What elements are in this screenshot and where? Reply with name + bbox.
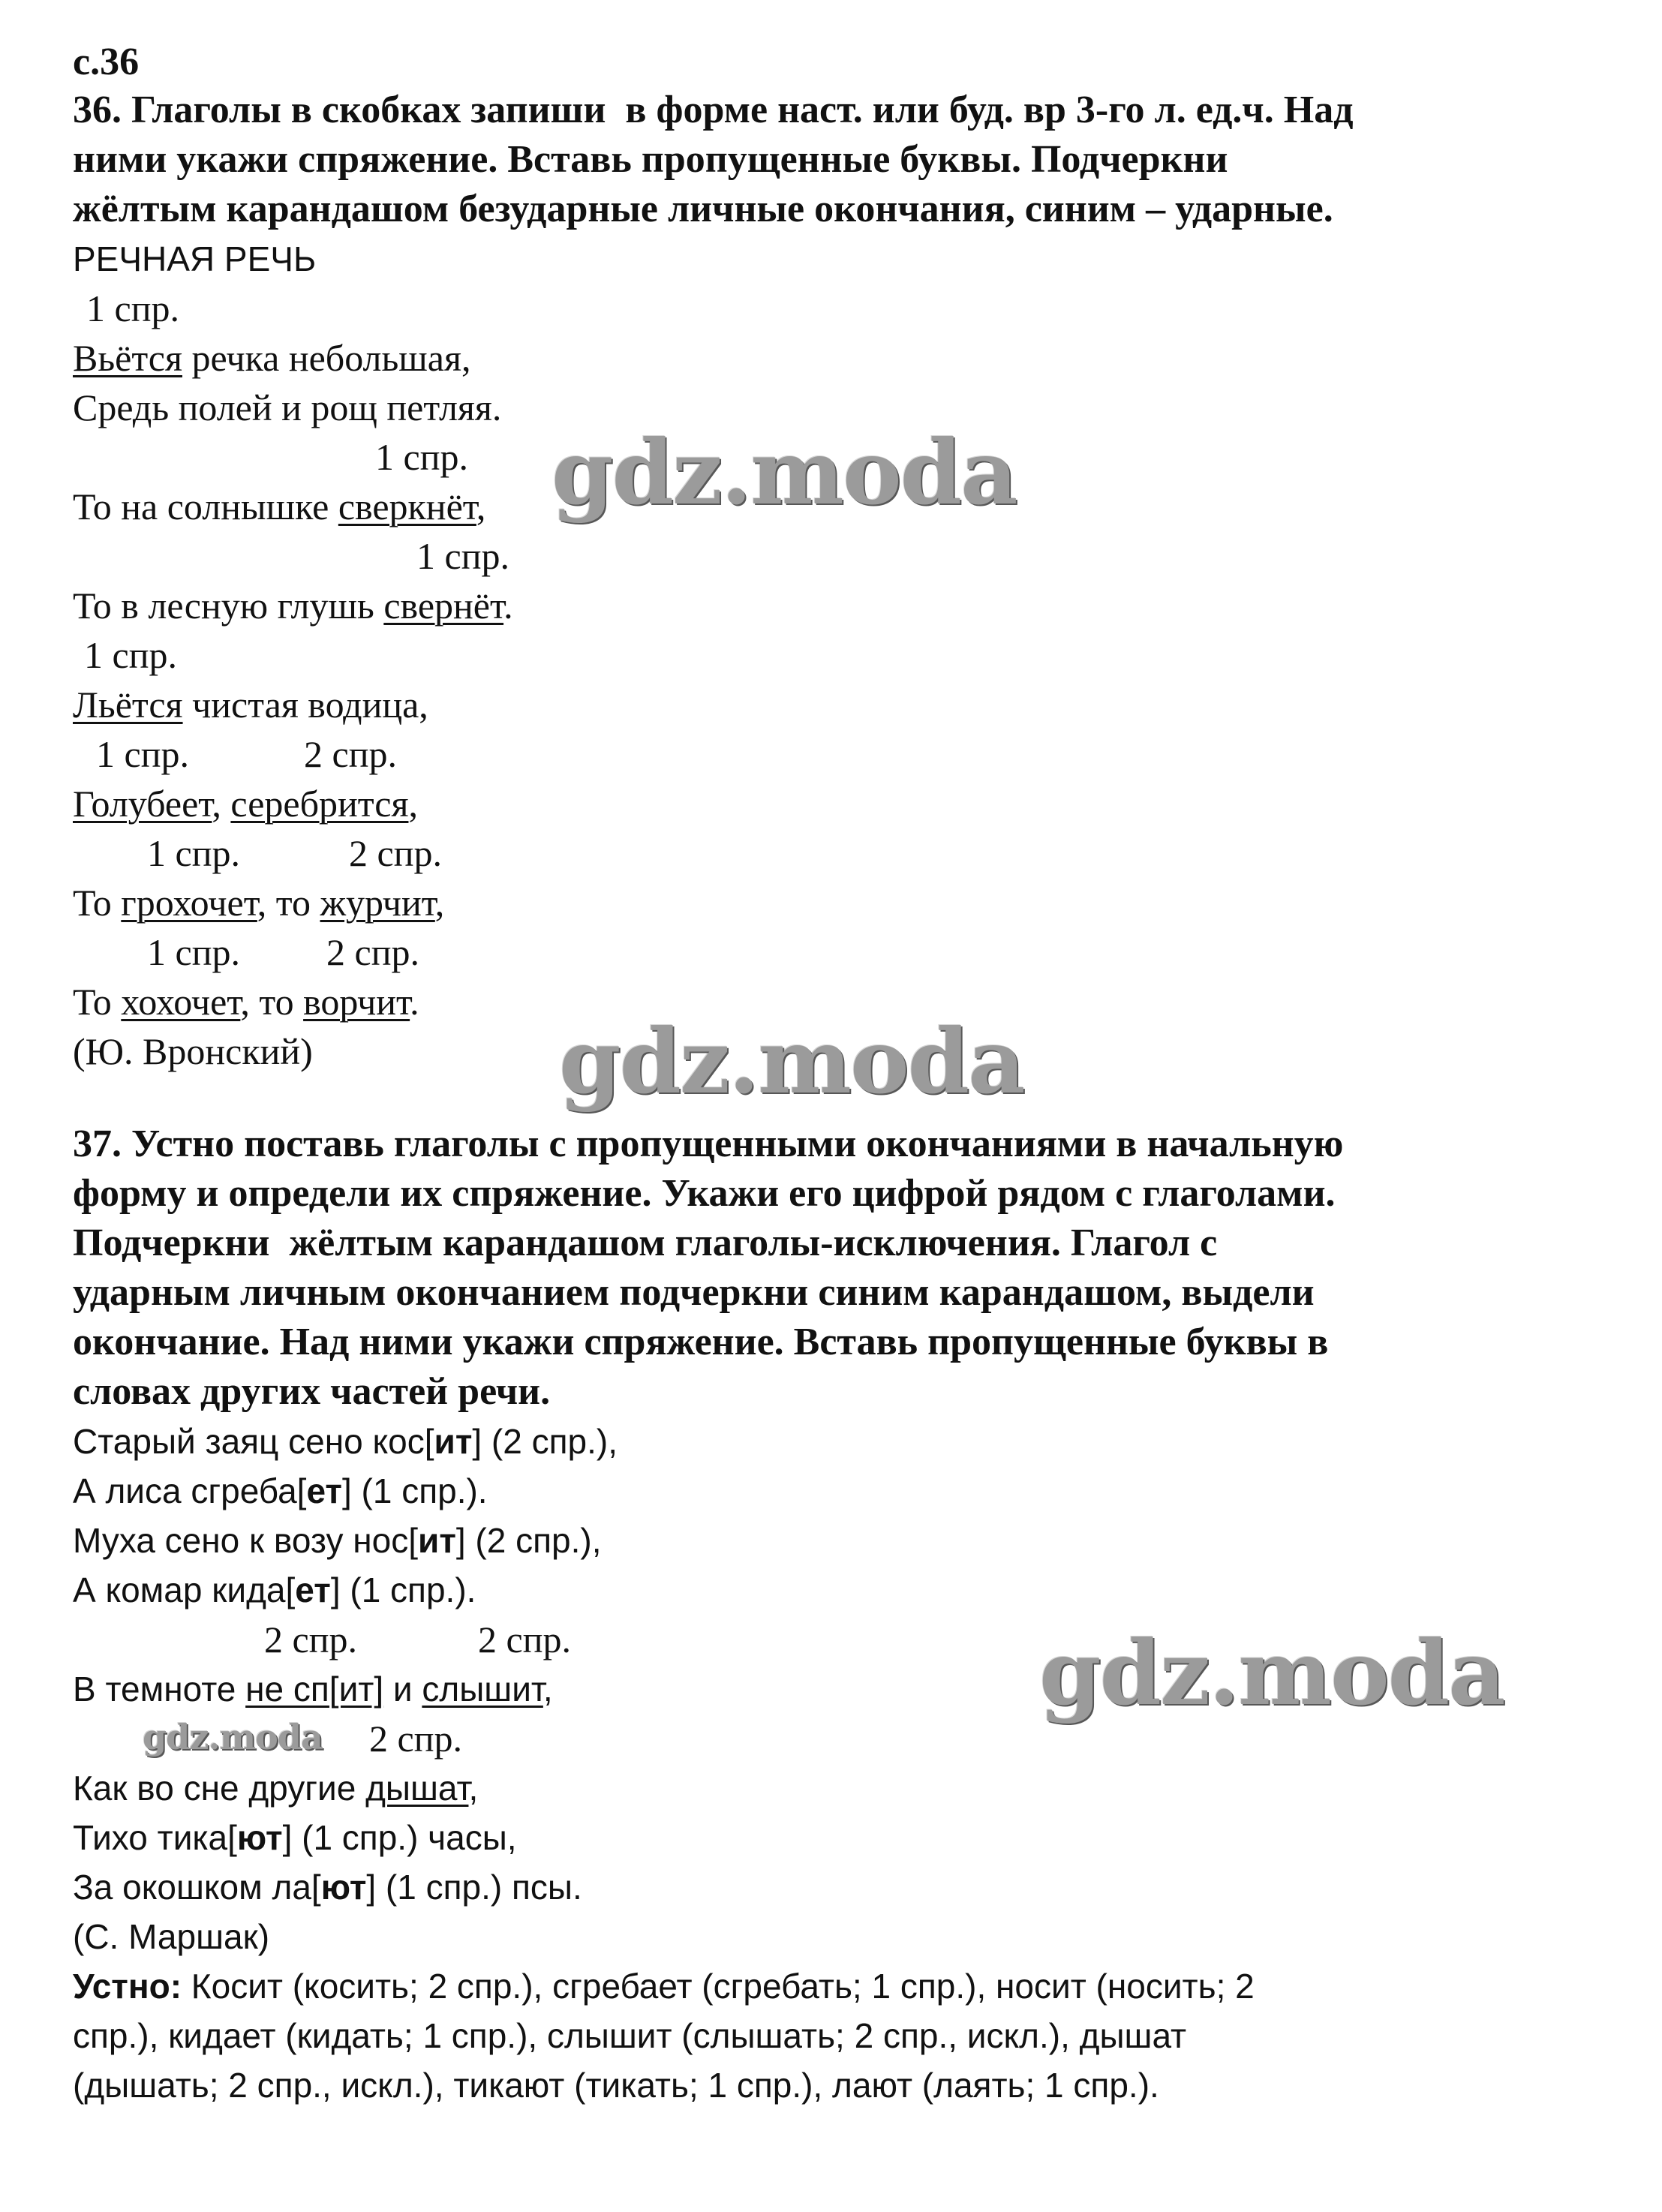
underlined-verb: Голубеет bbox=[73, 783, 212, 825]
poem-line bbox=[73, 878, 444, 927]
underlined-verb: сверкнёт bbox=[338, 485, 476, 527]
conjugation-note: 2 спр. bbox=[264, 1618, 357, 1661]
poem-author: (Ю. Вронский) bbox=[73, 1030, 313, 1072]
text: Как во сне другие bbox=[73, 1769, 366, 1808]
text: , то bbox=[257, 882, 320, 924]
conjugation-note: 1 спр. bbox=[147, 832, 240, 874]
watermark: gdz.moda bbox=[551, 420, 1017, 524]
text: ] (1 спр.) часы, bbox=[282, 1818, 517, 1857]
task36-heading-line-3: жёлтым карандашом безударные личные окончания, синим – ударные. bbox=[73, 188, 1333, 230]
task36-heading-line-1: 36. Глаголы в скобках запиши в форме наст. или буд. вр 3-го л. ед.ч. Над bbox=[73, 89, 1354, 131]
text: ] (2 спр.), bbox=[472, 1422, 618, 1461]
underlined-verb: серебрится bbox=[230, 783, 409, 825]
text: А лиса сгреба[ bbox=[73, 1471, 307, 1510]
poem-line bbox=[73, 680, 428, 729]
text: То bbox=[73, 882, 122, 924]
watermark: gdz.moda bbox=[143, 1717, 323, 1757]
text: То в лесную глушь bbox=[73, 585, 384, 627]
ending: ит bbox=[434, 1422, 473, 1461]
ending: ют bbox=[320, 1868, 367, 1907]
underlined-verb: свернёт bbox=[383, 585, 504, 627]
poem-line bbox=[73, 977, 419, 1026]
text: ] (1 спр.) псы. bbox=[366, 1868, 582, 1907]
poem-line bbox=[73, 1664, 553, 1714]
underlined-verb: Льётся bbox=[73, 684, 183, 726]
underlined-verb: Вьётся bbox=[73, 337, 182, 379]
conjugation-note: 1 спр. bbox=[84, 634, 177, 676]
conjugation-note: 1 спр. bbox=[147, 931, 240, 973]
text: . bbox=[503, 585, 513, 627]
task37-heading-line-6: словах других частей речи. bbox=[73, 1370, 551, 1413]
text: чистая водица, bbox=[182, 684, 428, 726]
watermark: gdz.moda bbox=[1039, 1621, 1504, 1725]
text: . bbox=[410, 981, 419, 1023]
oral-label: Устно: bbox=[73, 1967, 182, 2006]
text: А комар кида[ bbox=[73, 1570, 296, 1609]
oral-answer-line-2: спр.), кидает (кидать; 1 спр.), слышит (слышать; 2 спр., искл.), дышат bbox=[73, 2016, 1187, 2055]
text: Муха сено к возу нос[ bbox=[73, 1521, 419, 1560]
text: Косит (косить; 2 спр.), сгребает (сгребать; 1 спр.), носит (носить; 2 bbox=[182, 1967, 1255, 2006]
ending: ют bbox=[236, 1818, 283, 1857]
text: За окошком ла[ bbox=[73, 1868, 321, 1907]
task37-heading-line-2: форму и определи их спряжение. Укажи его цифрой рядом с глаголами. bbox=[73, 1172, 1336, 1215]
ending: ет bbox=[295, 1570, 331, 1609]
text: , bbox=[434, 882, 445, 924]
oral-answer-line-1 bbox=[73, 1961, 1255, 2011]
conjugation-note: 1 спр. bbox=[375, 436, 468, 478]
underlined-verb: дышат bbox=[365, 1769, 469, 1808]
underlined-verb: слышит bbox=[422, 1670, 543, 1709]
poem-line bbox=[73, 1565, 476, 1615]
text: , то bbox=[240, 981, 304, 1023]
text: речка небольшая, bbox=[182, 337, 471, 379]
text: Тихо тика[ bbox=[73, 1818, 237, 1857]
text: То bbox=[73, 981, 122, 1023]
text: ] (1 спр.). bbox=[341, 1471, 488, 1510]
underlined-verb: ворчит bbox=[303, 981, 410, 1023]
poem-line bbox=[73, 482, 485, 531]
text: То на солнышке bbox=[73, 485, 338, 527]
underlined-verb: не сп[ит] bbox=[245, 1670, 384, 1709]
poem-line bbox=[73, 1763, 478, 1813]
underlined-verb: журчит bbox=[320, 882, 435, 924]
poem-line bbox=[73, 581, 513, 630]
oral-answer-line-3: (дышать; 2 спр., искл.), тикают (тикать; 1 спр.), лают (лаять; 1 спр.). bbox=[73, 2066, 1159, 2105]
conjugation-note: 2 спр. bbox=[369, 1718, 462, 1760]
conjugation-note: 1 спр. bbox=[86, 287, 179, 329]
conjugation-note: 2 спр. bbox=[478, 1618, 571, 1661]
poem-line bbox=[73, 333, 471, 383]
poem-line bbox=[73, 1862, 582, 1912]
conjugation-note: 1 спр. bbox=[96, 733, 189, 775]
text: , bbox=[468, 1769, 479, 1808]
conjugation-note: 2 спр. bbox=[349, 832, 442, 874]
task36-heading-line-2: ними укажи спряжение. Вставь пропущенные буквы. Подчеркни bbox=[73, 138, 1228, 181]
text: , bbox=[542, 1670, 553, 1709]
text: Старый заяц сено кос[ bbox=[73, 1422, 434, 1461]
poem-title: РЕЧНАЯ РЕЧЬ bbox=[73, 239, 317, 278]
text: , bbox=[476, 485, 486, 527]
text: , bbox=[408, 783, 418, 825]
ending: ет bbox=[306, 1471, 342, 1510]
ending: ит bbox=[418, 1521, 456, 1560]
text: ] (1 спр.). bbox=[330, 1570, 476, 1609]
task37-heading-line-5: окончание. Над ними укажи спряжение. Вставь пропущенные буквы в bbox=[73, 1321, 1329, 1363]
task37-heading-line-3: Подчеркни жёлтым карандашом глаголы-исключения. Глагол с bbox=[73, 1222, 1218, 1264]
conjugation-note: 2 спр. bbox=[304, 733, 397, 775]
poem-author: (С. Маршак) bbox=[73, 1917, 270, 1956]
watermark: gdz.moda bbox=[559, 1009, 1024, 1114]
conjugation-note: 2 спр. bbox=[326, 931, 419, 973]
poem-line bbox=[73, 779, 418, 828]
text: В темноте bbox=[73, 1670, 246, 1709]
text: , bbox=[212, 783, 231, 825]
task37-heading-line-1: 37. Устно поставь глаголы с пропущенными окончаниями в начальную bbox=[73, 1123, 1344, 1165]
text: ] (2 спр.), bbox=[455, 1521, 602, 1560]
conjugation-note: 1 спр. bbox=[416, 535, 509, 577]
page-label: с.36 bbox=[73, 41, 140, 83]
poem-line bbox=[73, 1417, 618, 1466]
underlined-verb: хохочет bbox=[121, 981, 241, 1023]
underlined-verb: грохочет bbox=[121, 882, 257, 924]
text: и bbox=[383, 1670, 422, 1709]
poem-line: Средь полей и рощ петляя. bbox=[73, 386, 502, 428]
task37-heading-line-4: ударным личным окончанием подчеркни синим карандашом, выдели bbox=[73, 1271, 1315, 1314]
poem-line bbox=[73, 1813, 517, 1862]
poem-line bbox=[73, 1466, 488, 1516]
poem-line bbox=[73, 1516, 601, 1565]
